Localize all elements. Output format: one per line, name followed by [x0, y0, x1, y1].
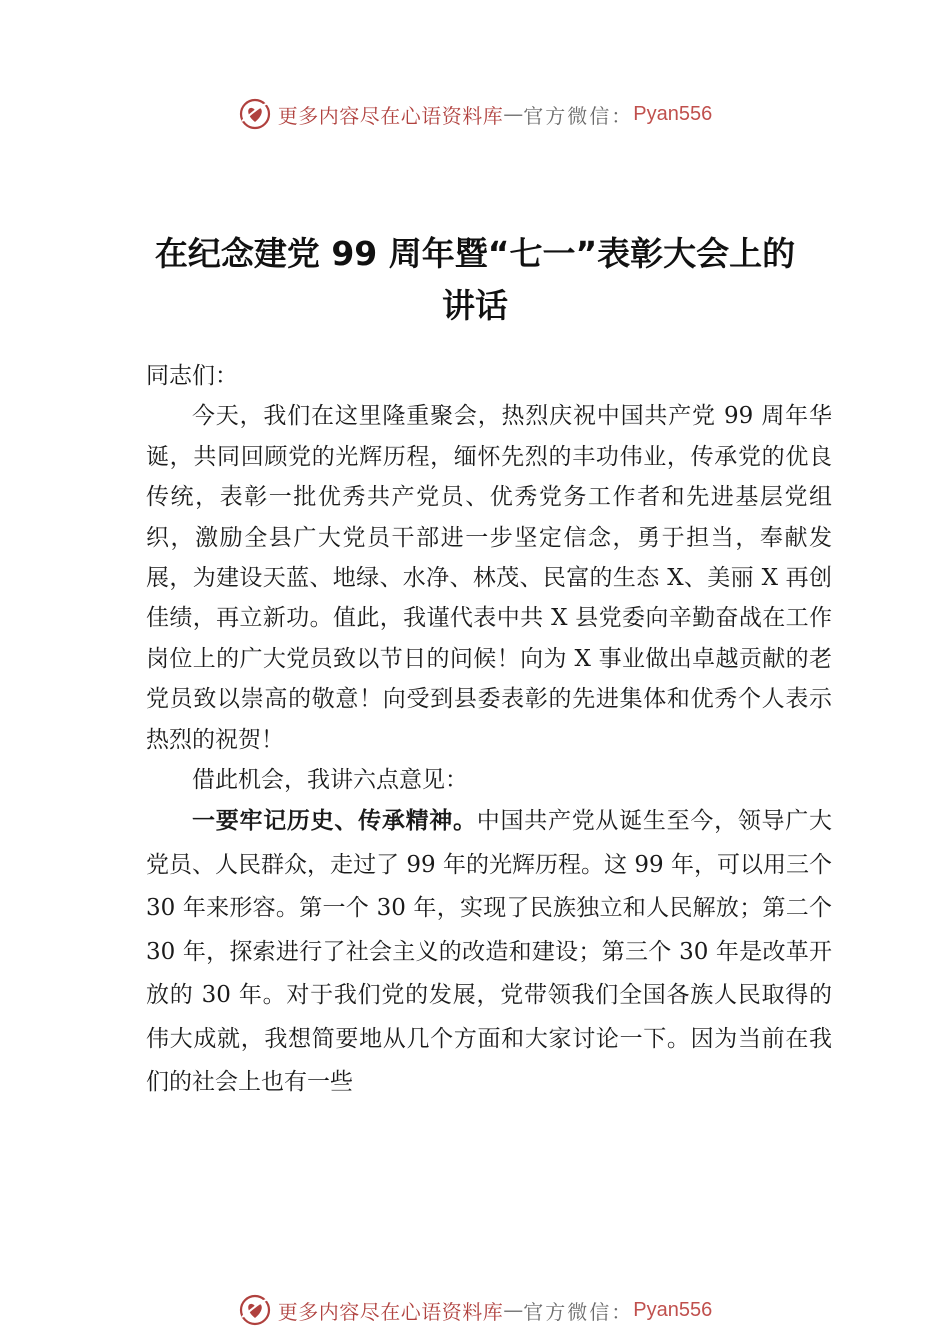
banner-wechat-label: 官方微信： — [523, 103, 634, 128]
banner-separator: — — [503, 102, 524, 126]
document-body — [146, 356, 832, 1105]
title-line-2: 讲话 — [442, 286, 508, 325]
paragraph-3-lead: 一要牢记历史、传承精神。 — [192, 808, 477, 835]
salutation: 同志们： — [146, 363, 238, 389]
paragraph-3-body: 中国共产党从诞生至今，领导广大党员、人民群众，走过了 99 年的光辉历程。这 99 年，可以用三个 30 年来形容。第一个 30 年，实现了民族独立和人民解放；第二个 30 年，探索进行了社会主义的改造和建设；第三个 30 年是改革开放的 30 年。对于我们党的发展，党带领我们全国各族人民取得的伟大成就，我想简要地从几个方面和大家讨论一下。因为当前在我们的社会上也有一些 — [146, 808, 833, 1096]
paragraph-1: 今天，我们在这里隆重聚会，热烈庆祝中国共产党 99 周年华诞，共同回顾党的光辉历程，缅怀先烈的丰功伟业，传承党的优良传统，表彰一批优秀共产党员、优秀党务工作者和先进基层党组织，激励全县广大党员干部进一步坚定信念，勇于担当，奉献发展，为建设天蓝、地绿、水净、林茂、民富的生态 X、美丽 X 再创佳绩，再立新功。值此，我谨代表中共 X 县党委向辛勤奋战在工作岗位上的广大党员致以节日的问候！向为 X 事业做出卓越贡献的老党员致以崇高的敬意！向受到县委表彰的先进集体和优秀个人表示热烈的祝贺！ — [146, 403, 832, 753]
banner-text: 更多内容尽在心语资料库 — [277, 1299, 504, 1324]
banner-text: 更多内容尽在心语资料库 — [277, 103, 504, 128]
heart-seal-logo-icon — [238, 1293, 272, 1327]
footer-banner — [0, 1290, 950, 1330]
banner-separator: — — [503, 1298, 524, 1322]
paragraph-3 — [146, 800, 832, 1105]
banner-wechat-id: Pyan556 — [633, 102, 713, 125]
banner-wechat-id: Pyan556 — [633, 1298, 713, 1321]
paragraph-2: 借此机会，我讲六点意见： — [192, 767, 468, 794]
header-banner — [0, 94, 950, 134]
heart-seal-logo-icon — [238, 97, 272, 131]
title-line-1: 在纪念建党 99 周年暨“七一”表彰大会上的 — [154, 234, 796, 273]
banner-wechat-label: 官方微信： — [523, 1299, 634, 1324]
document-title — [120, 228, 830, 332]
